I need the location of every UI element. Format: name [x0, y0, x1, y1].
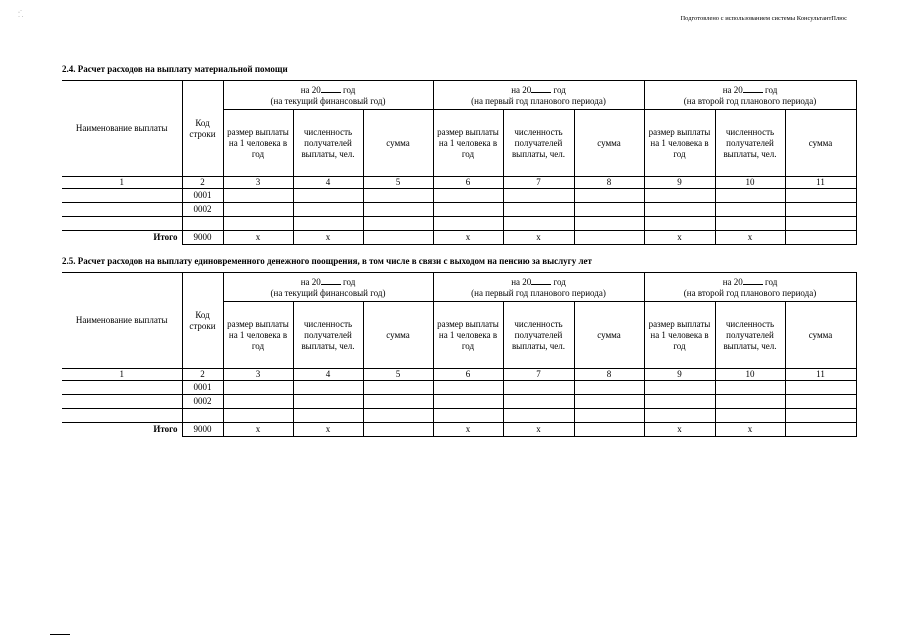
value-cell[interactable] — [223, 409, 293, 423]
sub-header-count: численность получателей выплаты, чел. — [293, 110, 363, 177]
sub-header-count: численность получателей выплаты, чел. — [503, 302, 574, 369]
value-cell[interactable] — [574, 217, 644, 231]
row-code: 0001 — [182, 381, 223, 395]
sub-header-rate: размер выплаты на 1 человека в год — [644, 302, 715, 369]
total-cell: x — [293, 423, 363, 437]
value-cell[interactable] — [503, 395, 574, 409]
period-header-2: на 20 год (на второй год планового периода) — [644, 273, 856, 302]
value-cell[interactable] — [785, 409, 856, 423]
col-number: 7 — [503, 369, 574, 381]
total-row — [62, 423, 856, 437]
sub-header-rate: размер выплаты на 1 человека в год — [433, 302, 503, 369]
col-number: 2 — [182, 177, 223, 189]
table-2-4 — [62, 80, 857, 245]
scan-specks: ·˙ ˙ ˙ — [18, 10, 24, 22]
col-number: 10 — [715, 177, 785, 189]
value-cell[interactable] — [223, 217, 293, 231]
sub-header-sum: сумма — [363, 110, 433, 177]
value-cell[interactable] — [644, 409, 715, 423]
period-header-0: на 20 год (на текущий финансовый год) — [223, 273, 433, 302]
value-cell[interactable] — [644, 395, 715, 409]
value-cell[interactable] — [715, 189, 785, 203]
total-cell: x — [433, 423, 503, 437]
total-cell: x — [223, 423, 293, 437]
value-cell[interactable] — [223, 395, 293, 409]
total-row — [62, 231, 856, 245]
sub-header-count: численность получателей выплаты, чел. — [503, 110, 574, 177]
value-cell[interactable] — [644, 203, 715, 217]
row-name-cell[interactable] — [62, 381, 182, 395]
value-cell[interactable] — [644, 189, 715, 203]
value-cell[interactable] — [715, 217, 785, 231]
col-number: 5 — [363, 177, 433, 189]
sub-header-count: численность получателей выплаты, чел. — [715, 110, 785, 177]
value-cell[interactable] — [293, 217, 363, 231]
value-cell[interactable] — [363, 189, 433, 203]
value-cell[interactable] — [503, 217, 574, 231]
row-code — [182, 409, 223, 423]
total-cell[interactable] — [785, 231, 856, 245]
value-cell[interactable] — [574, 203, 644, 217]
col-header-code: Код строки — [182, 273, 223, 369]
col-header-code: Код строки — [182, 81, 223, 177]
value-cell[interactable] — [433, 409, 503, 423]
total-cell: x — [715, 231, 785, 245]
col-number: 11 — [785, 177, 856, 189]
value-cell[interactable] — [785, 395, 856, 409]
value-cell[interactable] — [293, 189, 363, 203]
table-row — [62, 395, 856, 409]
value-cell[interactable] — [574, 395, 644, 409]
table-row — [62, 203, 856, 217]
col-number: 4 — [293, 177, 363, 189]
page-edge-mark — [50, 634, 70, 635]
col-header-name: Наименование выплаты — [62, 273, 182, 369]
table-row — [62, 409, 856, 423]
sub-header-rate: размер выплаты на 1 человека в год — [433, 110, 503, 177]
col-number: 6 — [433, 177, 503, 189]
sub-header-sum: сумма — [363, 302, 433, 369]
value-cell[interactable] — [433, 381, 503, 395]
value-cell[interactable] — [433, 217, 503, 231]
sub-header-sum: сумма — [785, 110, 856, 177]
value-cell[interactable] — [293, 203, 363, 217]
value-cell[interactable] — [223, 203, 293, 217]
total-cell[interactable] — [574, 423, 644, 437]
col-header-name: Наименование выплаты — [62, 81, 182, 177]
col-number: 11 — [785, 369, 856, 381]
row-code: 0002 — [182, 203, 223, 217]
value-cell[interactable] — [433, 203, 503, 217]
col-number: 4 — [293, 369, 363, 381]
sub-header-count: численность получателей выплаты, чел. — [293, 302, 363, 369]
total-cell: x — [503, 231, 574, 245]
table-row — [62, 189, 856, 203]
total-code: 9000 — [182, 231, 223, 245]
col-number: 7 — [503, 177, 574, 189]
total-cell[interactable] — [363, 423, 433, 437]
value-cell[interactable] — [644, 381, 715, 395]
period-header-1: на 20 год (на первый год планового периода) — [433, 81, 644, 110]
value-cell[interactable] — [574, 189, 644, 203]
section-title-2-4: 2.4. Расчет расходов на выплату материальной помощи — [62, 64, 288, 74]
col-number: 1 — [62, 177, 182, 189]
period-header-0: на 20 год (на текущий финансовый год) — [223, 81, 433, 110]
value-cell[interactable] — [293, 381, 363, 395]
value-cell[interactable] — [223, 189, 293, 203]
period-header-1: на 20 год (на первый год планового периода) — [433, 273, 644, 302]
sub-header-sum: сумма — [574, 110, 644, 177]
value-cell[interactable] — [223, 381, 293, 395]
value-cell[interactable] — [785, 189, 856, 203]
col-number: 8 — [574, 177, 644, 189]
sub-header-rate: размер выплаты на 1 человека в год — [644, 110, 715, 177]
col-number: 1 — [62, 369, 182, 381]
header-note: Подготовлено с использованием системы КонсультантПлюс — [680, 15, 847, 22]
sub-header-sum: сумма — [574, 302, 644, 369]
value-cell[interactable] — [574, 381, 644, 395]
value-cell[interactable] — [363, 395, 433, 409]
col-number: 3 — [223, 177, 293, 189]
period-header-2: на 20 год (на второй год планового периода) — [644, 81, 856, 110]
row-code — [182, 217, 223, 231]
value-cell[interactable] — [503, 203, 574, 217]
value-cell[interactable] — [433, 395, 503, 409]
value-cell[interactable] — [503, 409, 574, 423]
value-cell[interactable] — [785, 381, 856, 395]
row-name-cell[interactable] — [62, 409, 182, 423]
table-row — [62, 217, 856, 231]
total-label: Итого — [62, 423, 182, 437]
value-cell[interactable] — [363, 203, 433, 217]
value-cell[interactable] — [785, 217, 856, 231]
value-cell[interactable] — [715, 381, 785, 395]
sub-header-count: численность получателей выплаты, чел. — [715, 302, 785, 369]
table-row — [62, 381, 856, 395]
sub-header-sum: сумма — [785, 302, 856, 369]
value-cell[interactable] — [363, 409, 433, 423]
total-cell: x — [644, 231, 715, 245]
value-cell[interactable] — [715, 395, 785, 409]
sub-header-rate: размер выплаты на 1 человека в год — [223, 302, 293, 369]
value-cell[interactable] — [715, 409, 785, 423]
value-cell[interactable] — [503, 381, 574, 395]
row-code: 0002 — [182, 395, 223, 409]
col-number: 8 — [574, 369, 644, 381]
value-cell[interactable] — [293, 395, 363, 409]
total-cell[interactable] — [363, 231, 433, 245]
value-cell[interactable] — [363, 217, 433, 231]
value-cell[interactable] — [644, 217, 715, 231]
total-cell: x — [503, 423, 574, 437]
total-cell: x — [715, 423, 785, 437]
value-cell[interactable] — [293, 409, 363, 423]
row-name-cell[interactable] — [62, 217, 182, 231]
total-cell: x — [293, 231, 363, 245]
value-cell[interactable] — [363, 381, 433, 395]
col-number: 2 — [182, 369, 223, 381]
sub-header-rate: размер выплаты на 1 человека в год — [223, 110, 293, 177]
row-code: 0001 — [182, 189, 223, 203]
total-cell[interactable] — [785, 423, 856, 437]
col-number: 6 — [433, 369, 503, 381]
col-number: 3 — [223, 369, 293, 381]
row-name-cell[interactable] — [62, 189, 182, 203]
value-cell[interactable] — [433, 189, 503, 203]
col-number: 9 — [644, 369, 715, 381]
total-label: Итого — [62, 231, 182, 245]
total-cell: x — [223, 231, 293, 245]
row-name-cell[interactable] — [62, 395, 182, 409]
value-cell[interactable] — [785, 203, 856, 217]
value-cell[interactable] — [503, 189, 574, 203]
total-cell[interactable] — [574, 231, 644, 245]
col-number: 5 — [363, 369, 433, 381]
col-number: 9 — [644, 177, 715, 189]
value-cell[interactable] — [574, 409, 644, 423]
total-cell: x — [644, 423, 715, 437]
value-cell[interactable] — [715, 203, 785, 217]
section-title-2-5: 2.5. Расчет расходов на выплату единовременного денежного поощрения, в том числе в связи с выходом на пенсию за выслугу лет — [62, 256, 592, 266]
total-code: 9000 — [182, 423, 223, 437]
table-2-5 — [62, 272, 857, 437]
col-number: 10 — [715, 369, 785, 381]
total-cell: x — [433, 231, 503, 245]
row-name-cell[interactable] — [62, 203, 182, 217]
